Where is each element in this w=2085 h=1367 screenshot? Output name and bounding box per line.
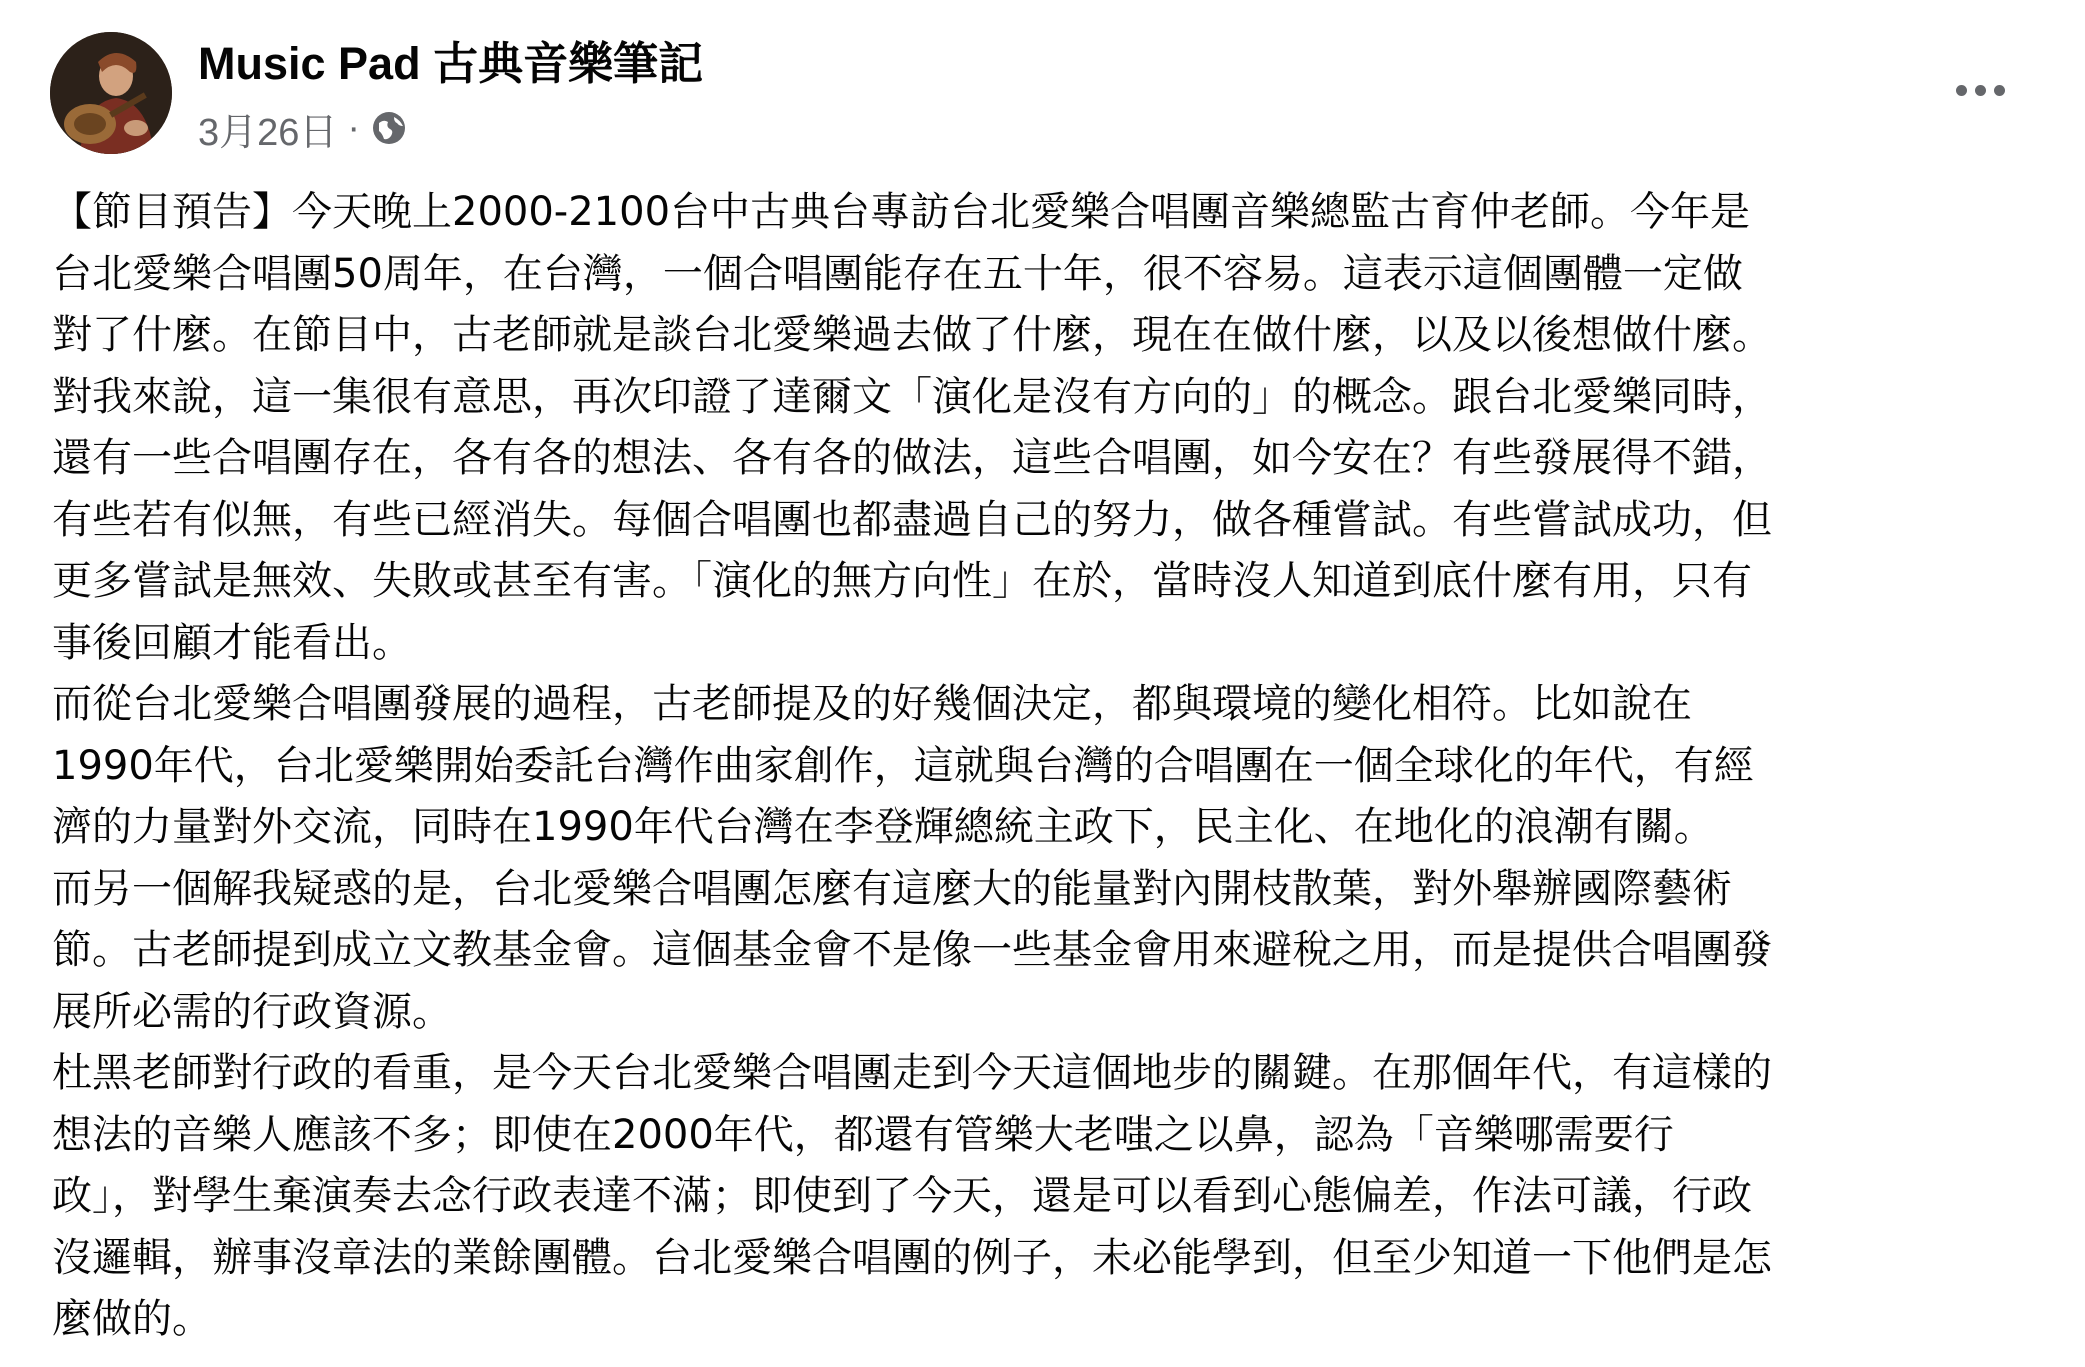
post-meta xyxy=(198,98,408,158)
post-text-line: 更多嘗試是無效、失敗或甚至有害。「演化的無方向性」在於，當時沒人知道到底什麼有用，只有 xyxy=(52,558,1752,604)
post-text-line: 有些若有似無，有些已經消失。每個合唱團也都盡過自己的努力，做各種嘗試。有些嘗試成功，但 xyxy=(52,496,1772,543)
globe-icon[interactable] xyxy=(370,109,408,147)
post-text-line: 濟的力量對外交流，同時在1990年代台灣在李登輝總統主政下，民主化、在地化的浪潮有關。 xyxy=(52,804,1714,850)
post-text-line: 還有一些合唱團存在，各有各的想法、各有各的做法，這些合唱團，如今安在？有些發展得不錯， xyxy=(52,435,1772,481)
avatar-painting-image xyxy=(50,32,172,154)
post-text-line: 展所必需的行政資源。 xyxy=(52,988,452,1035)
post-text-line: 想法的音樂人應該不多；即使在2000年代，都還有管樂大老嗤之以鼻，認為「音樂哪需要行 xyxy=(52,1111,1674,1158)
post-text-line: 事後回顧才能看出。 xyxy=(52,619,412,666)
post-text-line: 台北愛樂合唱團50周年，在台灣，一個合唱團能存在五十年，很不容易。這表示這個團體一定做 xyxy=(52,250,1743,297)
post-text xyxy=(52,182,2052,1351)
post-text-line: 沒邏輯，辦事沒章法的業餘團體。台北愛樂合唱團的例子，未必能學到，但至少知道一下他們是怎 xyxy=(52,1234,1772,1281)
post-text-line: 而另一個解我疑惑的是，台北愛樂合唱團怎麼有這麼大的能量對內開枝散葉，對外舉辦國際藝術 xyxy=(52,865,1732,912)
page-avatar[interactable] xyxy=(50,32,172,154)
more-horizontal-icon xyxy=(1975,85,1986,96)
post-text-line: 對我來說，這一集很有意思，再次印證了達爾文「演化是沒有方向的」的概念。跟台北愛樂同時， xyxy=(52,373,1772,420)
post-text-line: 杜黑老師對行政的看重，是今天台北愛樂合唱團走到今天這個地步的關鍵。在那個年代，有這樣的 xyxy=(52,1050,1772,1096)
post-text-line: 對了什麼。在節目中，古老師就是談台北愛樂過去做了什麼，現在在做什麼，以及以後想做什麼。 xyxy=(52,312,1772,358)
more-horizontal-icon xyxy=(1994,85,2005,96)
more-horizontal-icon xyxy=(1956,85,1967,96)
page-name-link[interactable]: Music Pad 古典音樂筆記 xyxy=(198,38,704,89)
post-text-line: 而從台北愛樂合唱團發展的過程，古老師提及的好幾個決定，都與環境的變化相符。比如說在 xyxy=(52,681,1692,727)
post-text-line: 政」，對學生棄演奏去念行政表達不滿；即使到了今天，還是可以看到心態偏差，作法可議，行政 xyxy=(52,1173,1752,1219)
post-text-line: 1990年代，台北愛樂開始委託台灣作曲家創作，這就與台灣的合唱團在一個全球化的年代，有經 xyxy=(52,742,1754,789)
more-options-button[interactable] xyxy=(1940,60,2020,120)
post-text-line: 麼做的。 xyxy=(52,1296,212,1342)
post-text-line: 【節目預告】今天晚上2000-2100台中古典台專訪台北愛樂合唱團音樂總監古育仲老師。今年是 xyxy=(52,189,1751,235)
post-text-line: 節。古老師提到成立文教基金會。這個基金會不是像一些基金會用來避稅之用，而是提供合唱團發 xyxy=(52,927,1772,973)
meta-separator: · xyxy=(347,106,361,149)
post-date-link[interactable]: 3月26日 xyxy=(198,111,338,154)
